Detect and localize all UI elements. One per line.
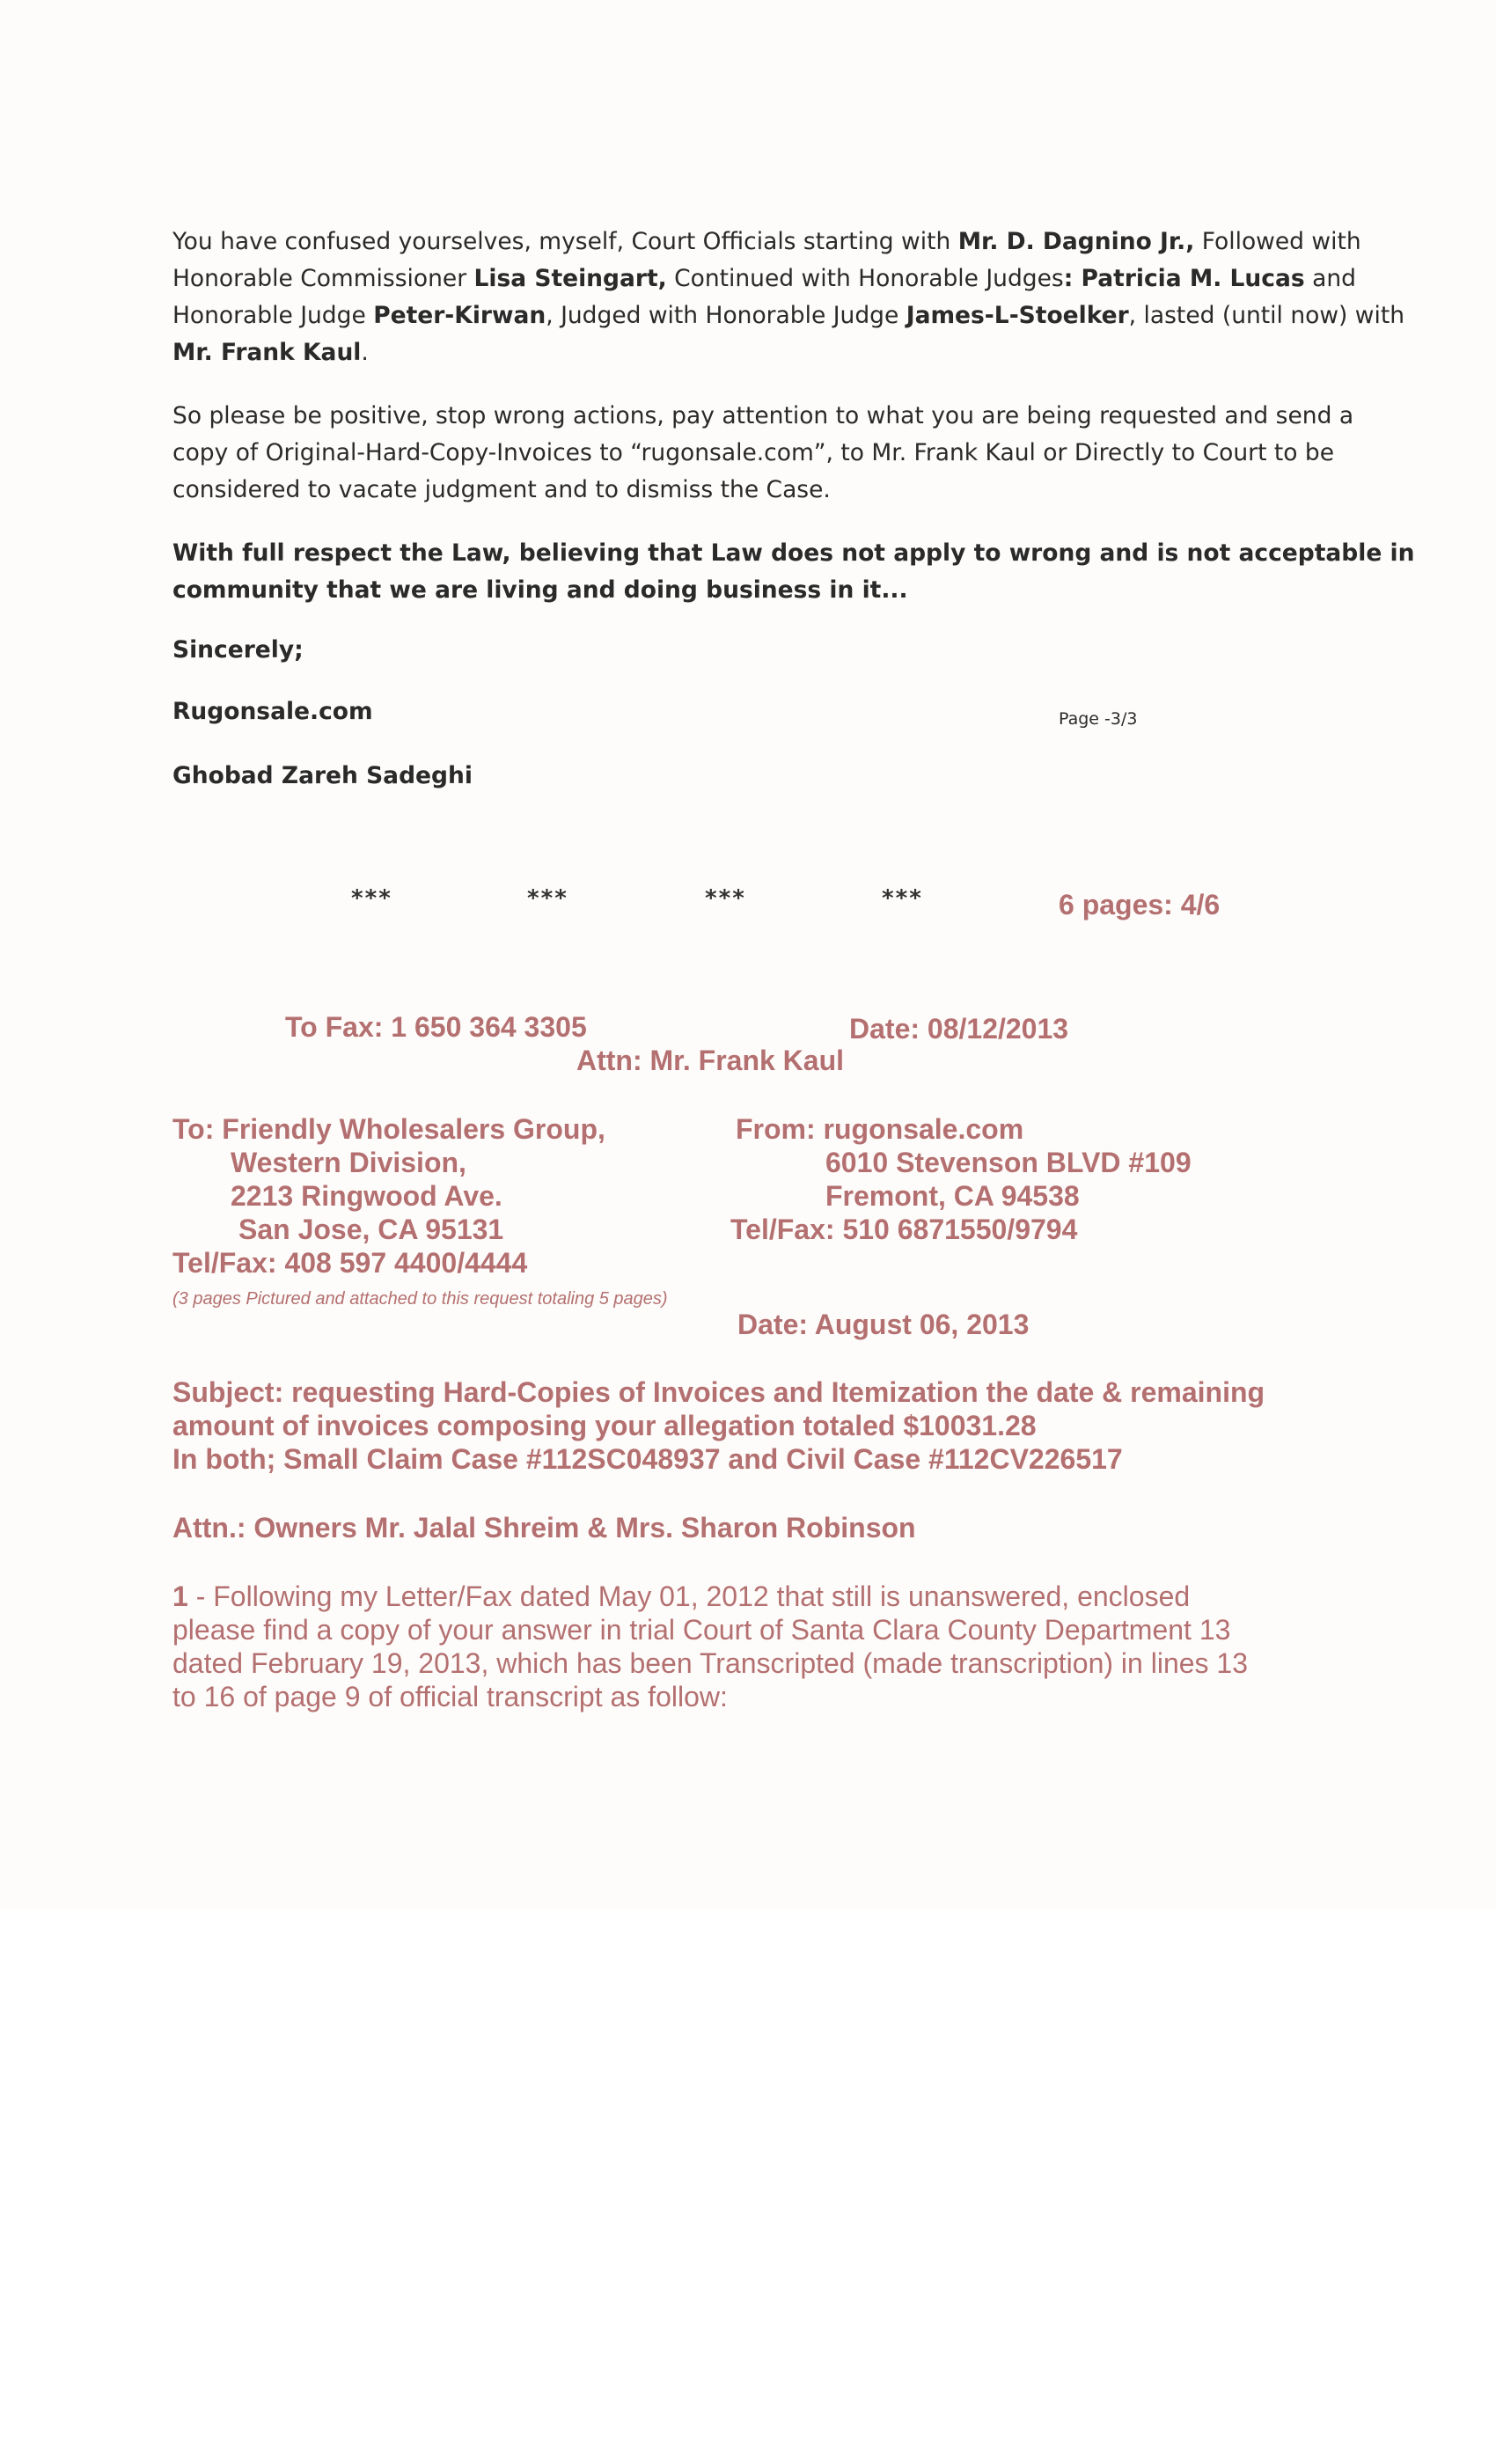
subject-line-3: In both; Small Claim Case #112SC048937 and Civil Case #112CV226517	[172, 1443, 1123, 1475]
text: Continued with Honorable Judges	[666, 265, 1064, 292]
to-fax-number: To Fax: 1 650 364 3305	[285, 1011, 587, 1043]
item-1-line-1	[172, 1580, 1190, 1613]
letter-p1-line1	[172, 224, 1361, 260]
subject-line-2: amount of invoices composing your allegation totaled $10031.28	[172, 1410, 1037, 1441]
letter-p1-line4	[172, 334, 369, 371]
letter-p2-line1: So please be positive, stop wrong actions, pay attention to what you are being requested and send a	[172, 402, 1354, 429]
name-steingart: Lisa Steingart,	[473, 265, 667, 292]
name-stoelker: James-L-Stoelker	[906, 302, 1129, 329]
letter-p3-line1: With full respect the Law, believing that Law does not apply to wrong and is not acceptable in	[172, 539, 1415, 567]
page-number: Page -3/3	[1059, 709, 1138, 729]
from-line-4: Tel/Fax: 510 6871550/9794	[730, 1214, 1078, 1245]
letter-p3-line2: community that we are living and doing business in it...	[172, 576, 908, 604]
blank-area	[0, 1910, 1496, 2464]
separator-stars-3: ***	[704, 885, 745, 912]
text: , Judged with Honorable Judge	[546, 302, 906, 329]
fax-attn-top: Attn: Mr. Frank Kaul	[576, 1045, 845, 1076]
letter-p1-line3	[172, 297, 1404, 334]
text: Honorable Judge	[172, 302, 374, 329]
separator-stars-1: ***	[350, 885, 392, 912]
to-line-3: 2213 Ringwood Ave.	[231, 1180, 502, 1212]
letter-p2-line3: considered to vacate judgment and to dismiss the Case.	[172, 476, 831, 503]
text: and	[1304, 265, 1356, 292]
name-dagnino: Mr. D. Dagnino Jr.,	[957, 228, 1195, 255]
separator-stars-4: ***	[881, 885, 922, 912]
item-number: 1	[172, 1580, 188, 1612]
to-line-2: Western Division,	[231, 1147, 466, 1178]
item-1-line-3: dated February 19, 2013, which has been Transcripted (made transcription) in lines 13	[172, 1647, 1249, 1679]
text: You have confused yourselves, myself, Court Officials starting with	[172, 228, 958, 255]
separator-stars-2: ***	[526, 885, 568, 912]
text: .	[361, 339, 369, 366]
letter-p1-line2	[172, 260, 1356, 297]
text: , lasted (until now) with	[1128, 302, 1405, 329]
name-kirwan: Peter-Kirwan	[373, 302, 546, 329]
fax-date-top: Date: 08/12/2013	[849, 1013, 1069, 1045]
to-line-5: Tel/Fax: 408 597 4400/4444	[172, 1247, 528, 1279]
subject-line-1: Subject: requesting Hard-Copies of Invoices and Itemization the date & remaining	[172, 1376, 1265, 1408]
fax-date: Date: August 06, 2013	[737, 1309, 1030, 1340]
attachment-note: (3 pages Pictured and attached to this request totaling 5 pages)	[172, 1289, 668, 1309]
item-1-line-2: please find a copy of your answer in trial Court of Santa Clara County Department 13	[172, 1614, 1231, 1646]
name-lucas: : Patricia M. Lucas	[1063, 265, 1305, 292]
text: Followed with	[1194, 228, 1361, 255]
fax-page-count: 6 pages: 4/6	[1059, 889, 1221, 920]
from-line-3: Fremont, CA 94538	[825, 1180, 1080, 1212]
text: Honorable Commissioner	[172, 265, 474, 292]
to-line-1: To: Friendly Wholesalers Group,	[172, 1113, 605, 1145]
from-line-2: 6010 Stevenson BLVD #109	[825, 1147, 1192, 1178]
text: - Following my Letter/Fax dated May 01, 2012 that still is unanswered, enclosed	[187, 1580, 1191, 1612]
attn-owners: Attn.: Owners Mr. Jalal Shreim & Mrs. Sharon Robinson	[172, 1512, 916, 1544]
company-name: Rugonsale.com	[172, 698, 373, 725]
item-1-line-4: to 16 of page 9 of official transcript as follow:	[172, 1681, 728, 1712]
letter-p2-line2: copy of Original-Hard-Copy-Invoices to “rugonsale.com”, to Mr. Frank Kaul or Directly to Court to be	[172, 439, 1335, 466]
from-line-1: From: rugonsale.com	[736, 1113, 1024, 1145]
signer-name: Ghobad Zareh Sadeghi	[172, 762, 473, 789]
closing: Sincerely;	[172, 636, 304, 664]
to-line-4: San Jose, CA 95131	[238, 1214, 504, 1245]
name-kaul: Mr. Frank Kaul	[172, 339, 362, 366]
